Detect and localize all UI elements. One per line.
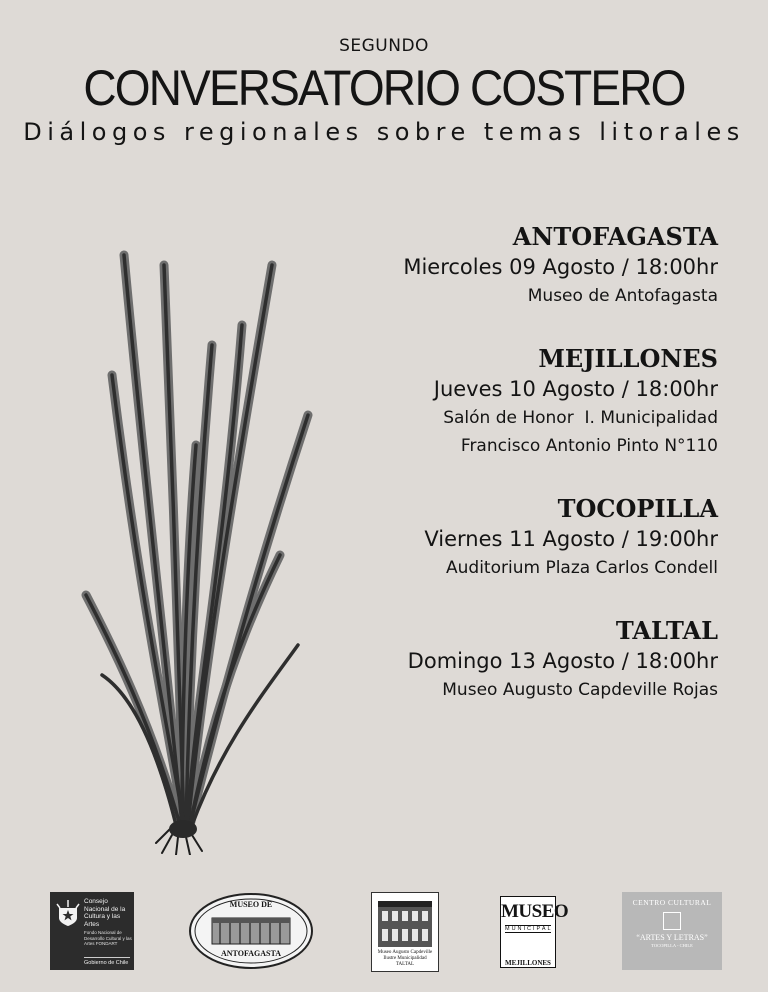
cnca-gov: Gobierno de Chile [84,957,130,966]
museo-mej-mid: MUNICIPAL [505,926,553,932]
museo-antof-bottom: ANTOFAGASTA [220,949,281,958]
event-city: ANTOFAGASTA [512,222,718,251]
museo-antofagasta-logo [188,892,314,970]
centro-location: TOCOPILLA - CHILE [651,943,693,948]
centro-top: CENTRO CULTURAL [632,898,712,907]
event-city: TALTAL [615,616,718,645]
capdeville-line3: TALTAL [395,962,415,967]
subtitle: Diálogos regionales sobre temas litorales [23,117,745,146]
header [0,36,768,146]
event-datetime: Viernes 11 Agosto / 19:00hr [424,527,718,551]
eyebrow: SEGUNDO [339,36,429,56]
event-datetime: Miercoles 09 Agosto / 18:00hr [403,255,718,279]
sponsor-logos [0,888,768,978]
event-antofagasta [298,222,718,310]
event-taltal [298,616,718,704]
event-mejillones [298,344,718,460]
event-venue: Museo Augusto Capdeville Rojas [442,680,718,700]
event-venue-address: Francisco Antonio Pinto N°110 [460,436,718,456]
event-tocopilla [298,494,718,582]
museo-mejillones-logo [500,896,569,968]
event-venue: Museo de Antofagasta [527,286,718,306]
building-icon [663,912,681,930]
event-venue: Salón de Honor I. Municipalidad [443,408,718,428]
chile-coat-of-arms-icon [54,898,82,928]
capdeville-line2: Ilustre Municipalidad [383,956,427,961]
capdeville-caption [374,950,436,968]
capdeville-line1: Museo Augusto Capdeville [377,950,433,955]
event-datetime: Jueves 10 Agosto / 18:00hr [433,377,718,401]
event-city: MEJILLONES [538,344,718,373]
capdeville-building-icon [372,895,438,951]
events-list [298,222,718,704]
event-datetime: Domingo 13 Agosto / 18:00hr [407,649,718,673]
centro-cultural-logo [622,892,722,970]
centro-name: “ARTES Y LETRAS” [636,933,708,942]
event-venue: Auditorium Plaza Carlos Condell [446,558,718,578]
museo-mej-big: MUSEO [501,901,569,922]
event-city: TOCOPILLA [557,494,718,523]
page-title: CONVERSATORIO COSTERO [83,60,685,116]
cnca-name: Consejo Nacional de la Cultura y las Artes [84,898,126,928]
museo-capdeville-logo [371,892,439,972]
cnca-sub: Fondo Nacional de Desarrollo Cultural y las Artes FONDART [84,930,132,946]
museo-antof-top: MUSEO DE [229,900,273,909]
cnca-logo [50,892,134,970]
museo-mej-bottom: MEJILLONES [505,959,551,967]
